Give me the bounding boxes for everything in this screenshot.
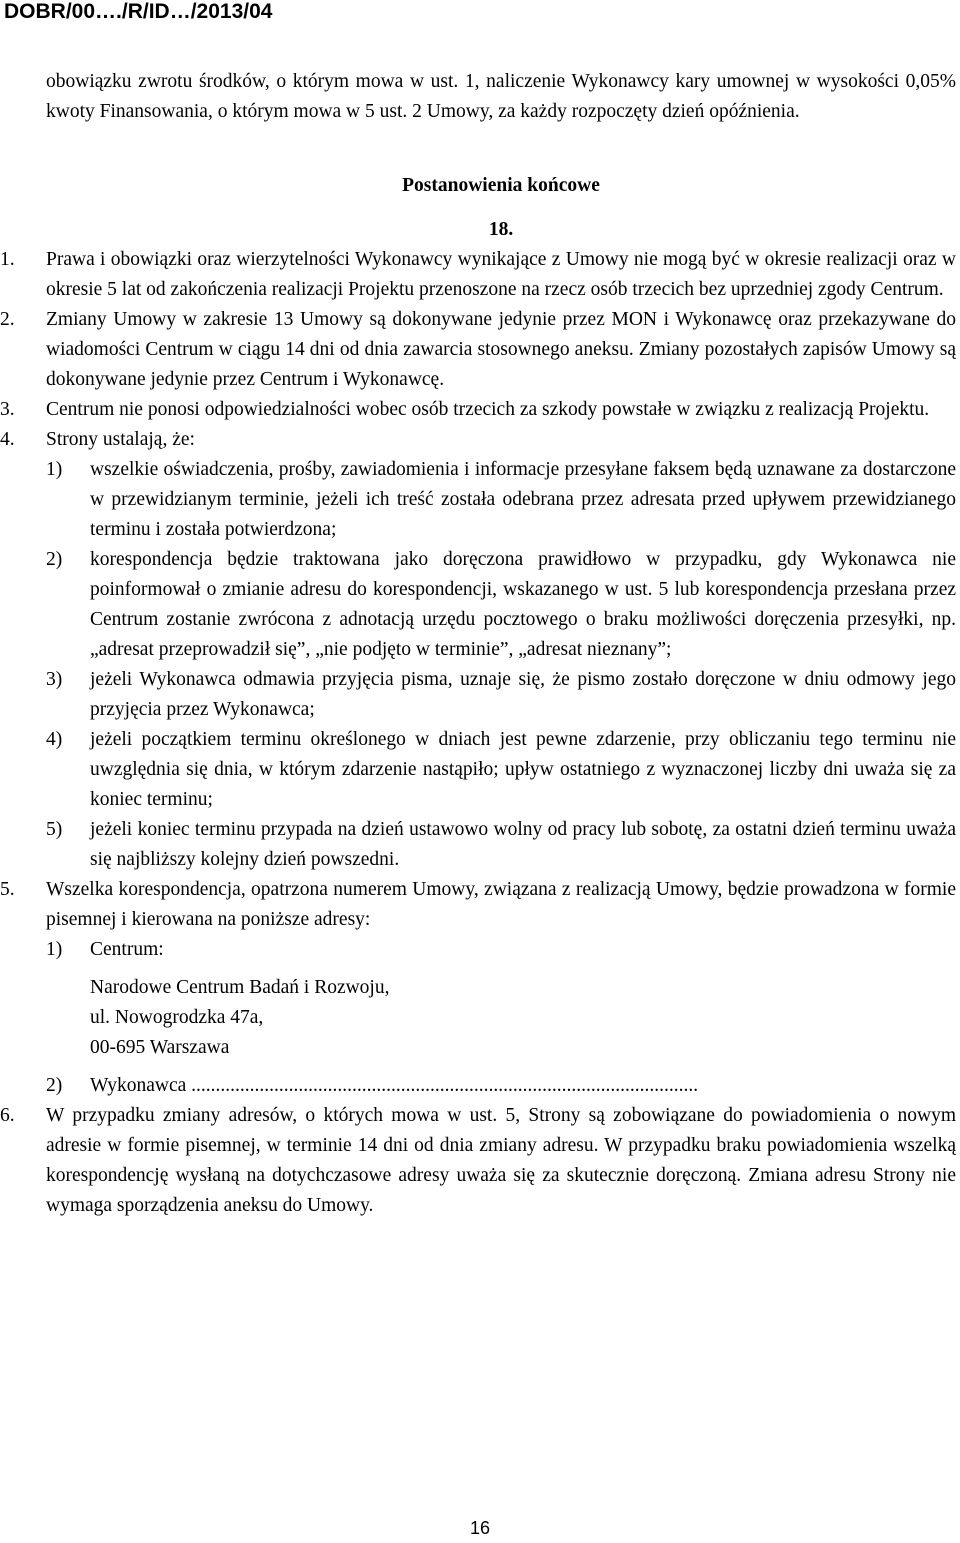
item-number: 3.	[0, 399, 15, 420]
sub-item-number: 4)	[46, 729, 63, 750]
sub-item-text: Centrum:	[90, 939, 164, 960]
section-title: Postanowienia końcowe	[402, 175, 600, 196]
sub-item-number: 2)	[46, 549, 63, 570]
sub-item-number: 1)	[46, 939, 63, 960]
item-text: Prawa i obowiązki oraz wierzytelności Wykonawcy wynikające z Umowy nie mogą być w okresie realizacji oraz w okresie 5 lat od zakończenia realizacji Projektu przenoszone na rzecz osób trzecich bez uprzedniej zgody Centrum.	[46, 249, 956, 300]
item-number: 4.	[0, 429, 15, 450]
sub-item-5-2	[46, 1071, 956, 1101]
sub-item-text: korespondencja będzie traktowana jako doręczona prawidłowo w przypadku, gdy Wykonawca nie poinformował o zmianie adresu do korespondencji, wskazanego w ust. 5 lub korespondencja przesłana przez Centrum zostanie zwrócona z adnotacją urzędu pocztowego o braku możliwości doręczenia przesyłki, np. „adresat przeprowadził się”, „nie podjęto w terminie”, „adresat nieznany”;	[90, 549, 956, 660]
item-text: Strony ustalają, że:	[46, 429, 195, 450]
address-line-1: Narodowe Centrum Badań i Rozwoju,	[90, 977, 390, 998]
sub-item-text: jeżeli koniec terminu przypada na dzień ustawowo wolny od pracy lub sobotę, za ostatni dzień terminu uważa się najbliższy kolejny dzień powszedni.	[90, 819, 956, 870]
item-text: Zmiany Umowy w zakresie 13 Umowy są dokonywane jedynie przez MON i Wykonawcę oraz przekazywane do wiadomości Centrum w ciągu 14 dni od dnia zawarcia stosownego aneksu. Zmiany pozostałych zapisów Umowy są dokonywane jedynie przez Centrum i Wykonawcę.	[46, 309, 956, 390]
list-item-3	[0, 395, 956, 425]
list-item-5	[0, 875, 956, 935]
sub-item-text: jeżeli Wykonawca odmawia przyjęcia pisma, uznaje się, że pismo zostało doręczone w dniu odmowy jego przyjęcia przez Wykonawca;	[90, 669, 956, 720]
list-item-4	[0, 425, 956, 455]
sub-item-number: 2)	[46, 1075, 63, 1096]
sub-item-4-1	[46, 455, 956, 545]
list-item-6	[0, 1101, 956, 1221]
address-line-3: 00-695 Warszawa	[90, 1037, 230, 1058]
item-text: W przypadku zmiany adresów, o których mowa w ust. 5, Strony są zobowiązane do powiadomienia o nowym adresie w formie pisemnej, w terminie 14 dni od dnia zmiany adresu. W przypadku braku powiadomienia wszelką korespondencję wysłaną na dotychczasowe adresy uważa się za skutecznie doręczoną. Zmiana adresu Strony nie wymaga sporządzenia aneksu do Umowy.	[46, 1105, 956, 1216]
list-item-1	[0, 245, 956, 305]
item-number: 1.	[0, 249, 15, 270]
sub-item-4-4	[46, 725, 956, 815]
item-number: 6.	[0, 1105, 15, 1126]
item-number: 2.	[0, 309, 15, 330]
intro-paragraph: obowiązku zwrotu środków, o którym mowa w ust. 1, naliczenie Wykonawcy kary umownej w wysokości 0,05% kwoty Finansowania, o którym mowa w 5 ust. 2 Umowy, za każdy rozpoczęty dzień opóźnienia.	[46, 71, 956, 122]
item-text: Wszelka korespondencja, opatrzona numerem Umowy, związana z realizacją Umowy, będzie prowadzona w formie pisemnej i kierowana na poniższe adresy:	[46, 879, 956, 930]
list-item-2	[0, 305, 956, 395]
sub-item-number: 3)	[46, 669, 63, 690]
sub-item-4-2	[46, 545, 956, 665]
sub-item-4-5	[46, 815, 956, 875]
item-number: 5.	[0, 879, 15, 900]
item-text: Centrum nie ponosi odpowiedzialności wobec osób trzecich za szkody powstałe w związku z realizacją Projektu.	[46, 399, 930, 420]
sub-item-number: 1)	[46, 459, 63, 480]
address-line-2: ul. Nowogrodzka 47a,	[90, 1007, 264, 1028]
page-body	[0, 67, 956, 1221]
sub-item-text: jeżeli początkiem terminu określonego w dniach jest pewne zdarzenie, przy obliczaniu tego terminu nie uwzględnia się dnia, w którym zdarzenie nastąpiło; upływ ostatniego z wyznaczonej liczby dni uważa się za koniec terminu;	[90, 729, 956, 810]
sub-item-text: Wykonawca ........................................................................................................	[90, 1075, 699, 1096]
section-number: 18.	[488, 219, 514, 240]
sub-item-5-1	[46, 935, 956, 965]
sub-item-number: 5)	[46, 819, 63, 840]
page-number: 16	[469, 1518, 491, 1538]
document-id-header: DOBR/00…./R/ID…/2013/04	[4, 0, 273, 23]
sub-item-4-3	[46, 665, 956, 725]
sub-item-text: wszelkie oświadczenia, prośby, zawiadomienia i informacje przesyłane faksem będą uznawane za dostarczone w przewidzianym terminie, jeżeli ich treść została odebrana przez adresata przed upływem przewidzianego terminu i została potwierdzona;	[90, 459, 956, 540]
